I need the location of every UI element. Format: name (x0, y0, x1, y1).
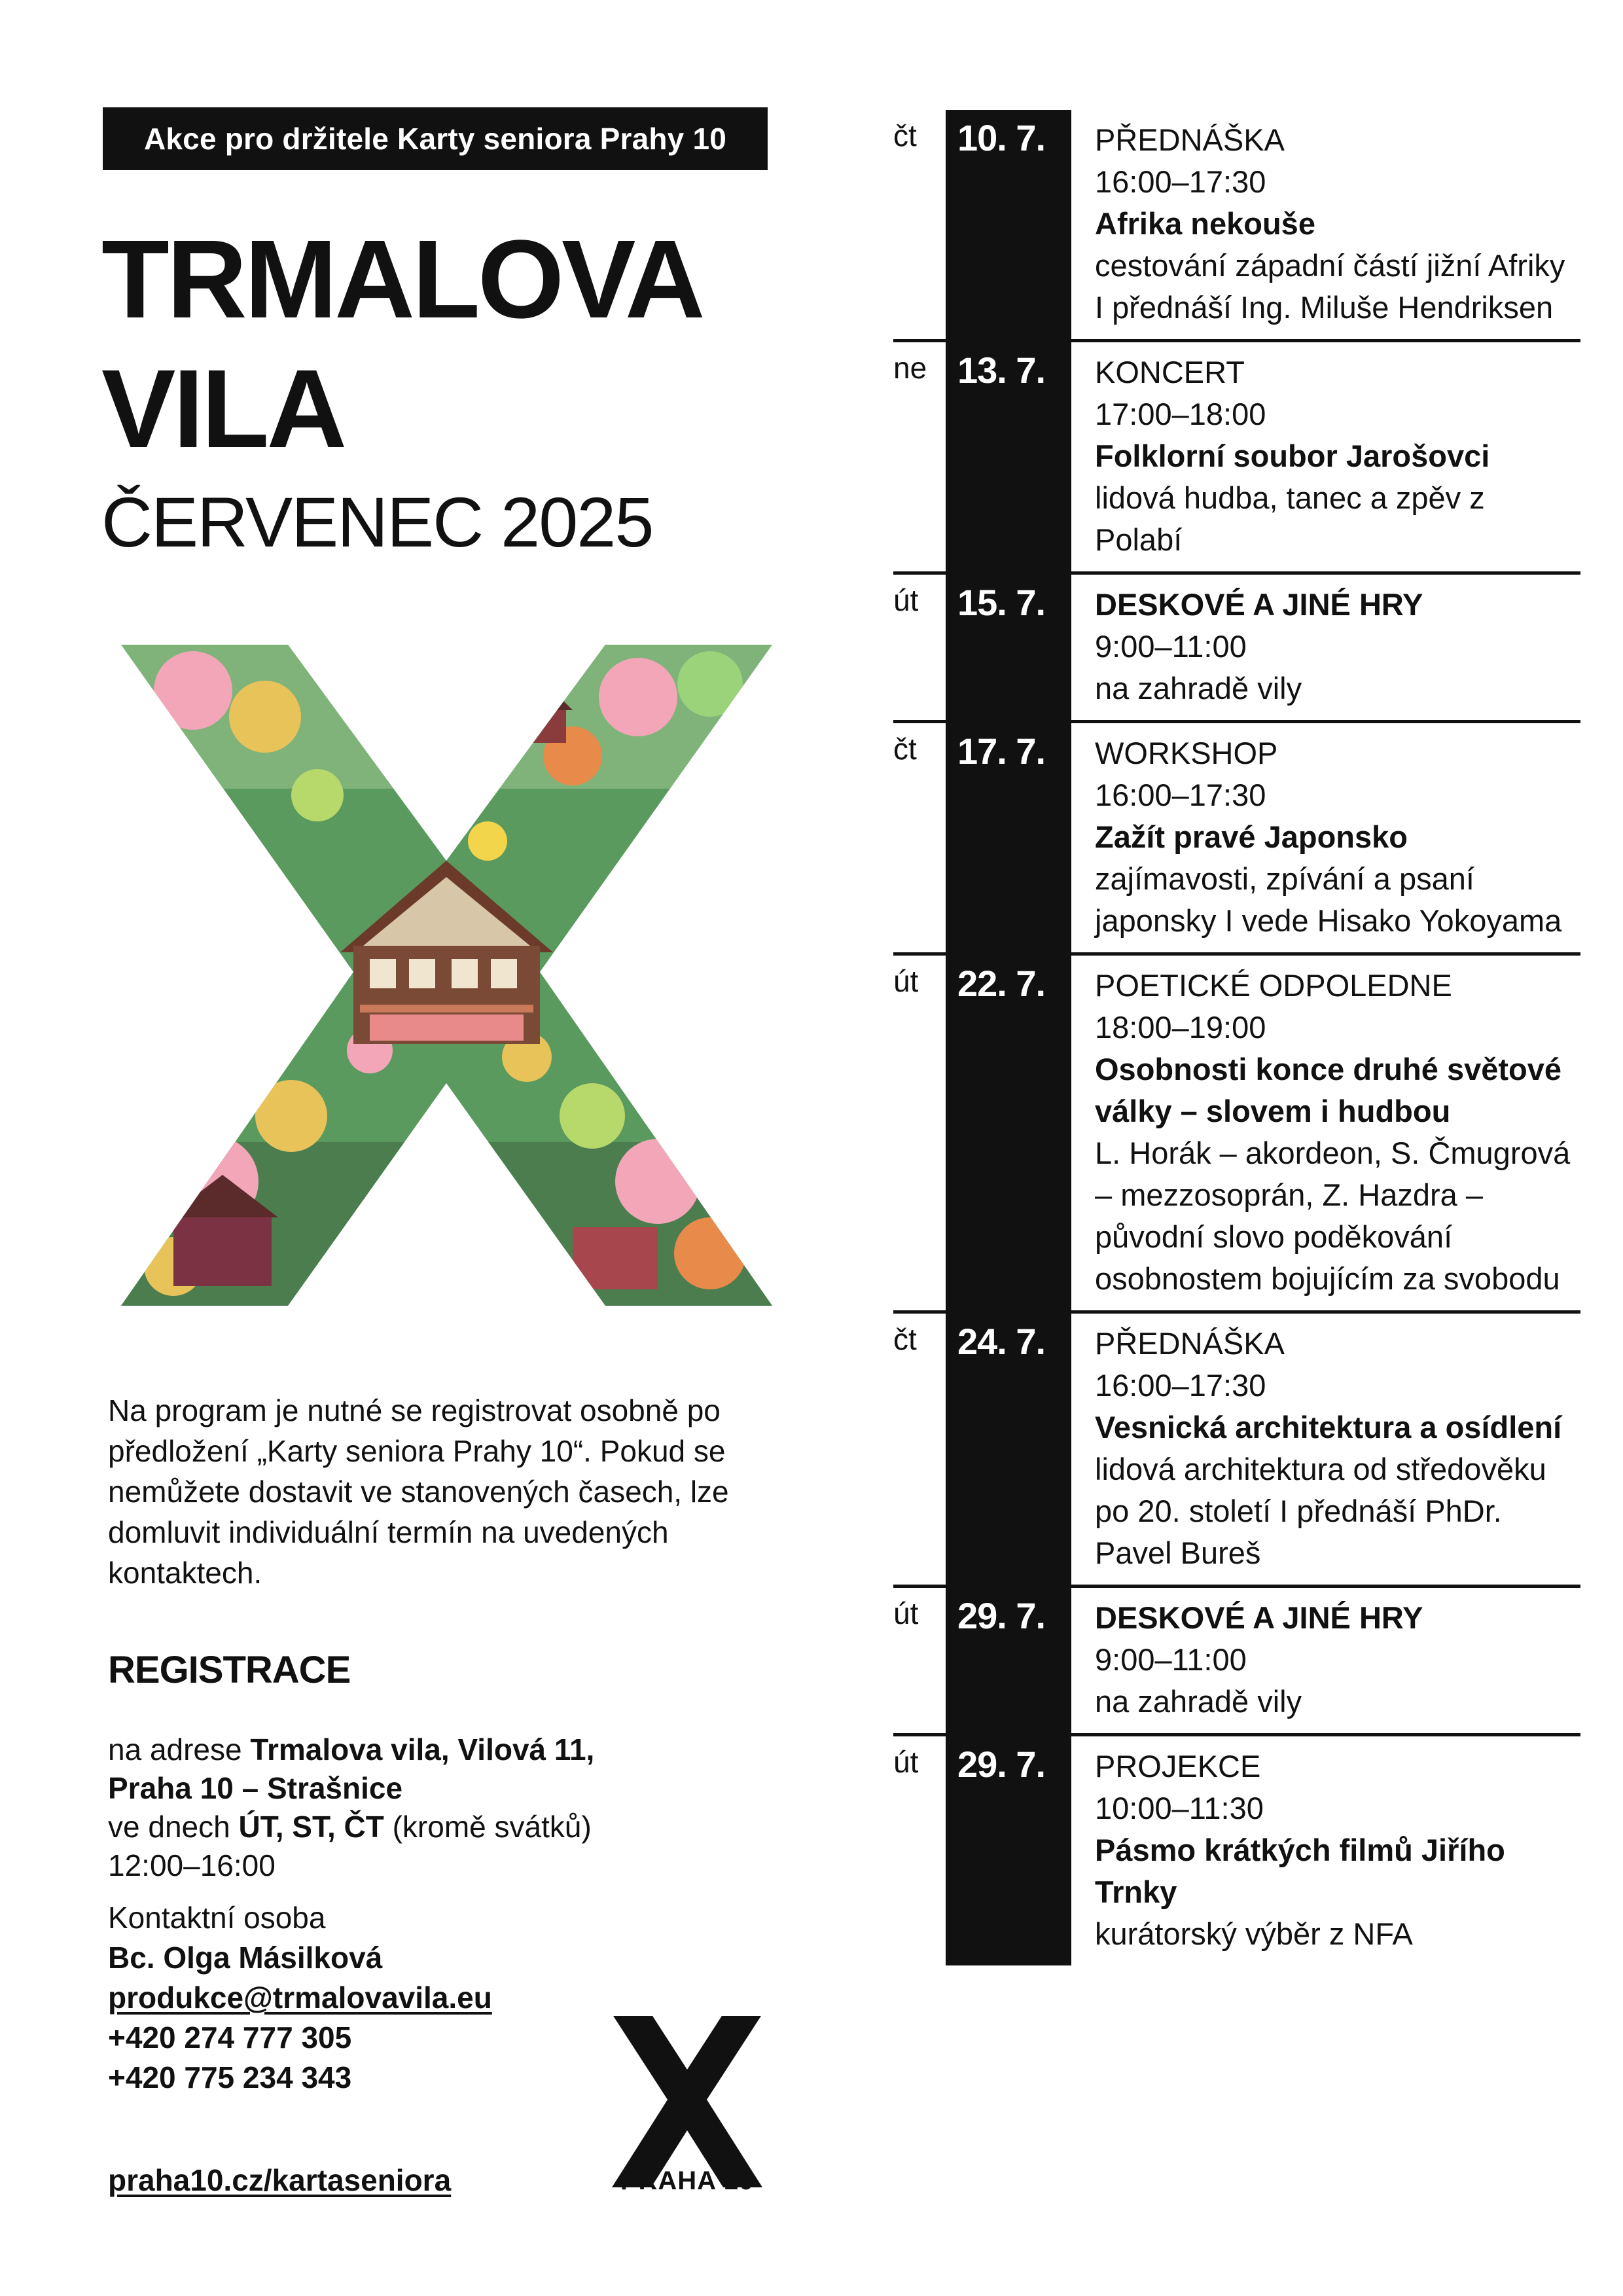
event-date: 29. 7. (946, 1736, 1071, 1965)
event-name: Pásmo krátkých filmů Jiřího Trnky (1095, 1833, 1505, 1909)
event-info (1071, 723, 1580, 952)
address-line-1: Trmalova vila, Vilová 11, (250, 1732, 595, 1767)
event-info (1071, 342, 1580, 571)
contact-email-link[interactable]: produkce@trmalovavila.eu (108, 1981, 492, 2015)
event-weekday: út (893, 583, 919, 617)
event-info (1071, 1314, 1580, 1585)
event-description: zajímavosti, zpívání a psaní japonsky I vede Hisako Yokoyama (1095, 861, 1562, 938)
event-time: 16:00–17:30 (1095, 1368, 1266, 1403)
event-name: Vesnická architektura a osídlení (1095, 1410, 1562, 1444)
event-description: na zahradě vily (1095, 671, 1302, 706)
address-prefix: na adrese (108, 1732, 251, 1767)
event-weekday: čt (893, 1322, 917, 1356)
event-row (893, 575, 1580, 723)
days-prefix: ve dnech (108, 1810, 239, 1844)
website-link[interactable]: praha10.cz/kartaseniora (108, 2163, 452, 2197)
event-type: PŘEDNÁŠKA (1095, 122, 1285, 157)
event-date: 15. 7. (946, 575, 1071, 720)
event-name: Osobnosti konce druhé světové války – slovem i hudbou (1095, 1052, 1562, 1128)
contact-label: Kontaktní osoba (108, 1901, 326, 1935)
event-weekday: čt (893, 732, 917, 766)
event-info (1071, 110, 1580, 339)
days-value: ÚT, ST, ČT (238, 1810, 384, 1844)
event-weekday: út (893, 1745, 919, 1779)
event-weekday: čt (893, 118, 917, 152)
event-type: WORKSHOP (1095, 736, 1278, 770)
event-date: 13. 7. (946, 342, 1071, 571)
month-subtitle: ČERVENEC 2025 (101, 482, 653, 562)
event-time: 9:00–11:00 (1095, 1642, 1247, 1677)
event-row (893, 1736, 1580, 1965)
event-name: Afrika nekouše (1095, 206, 1315, 241)
event-type: PROJEKCE (1095, 1749, 1261, 1784)
address-line-2: Praha 10 – Strašnice (108, 1771, 403, 1805)
event-info (1071, 1588, 1580, 1733)
event-time: 9:00–11:00 (1095, 629, 1247, 664)
registration-details (108, 1731, 762, 1885)
event-row (893, 1588, 1580, 1736)
contact-phone-2: +420 775 234 343 (108, 2060, 352, 2094)
event-description: cestování západní částí jižní Afriky I přednáší Ing. Miluše Hendriksen (1095, 248, 1565, 325)
event-description: L. Horák – akordeon, S. Čmugrová – mezzosoprán, Z. Hazdra – původní slovo poděkování osobnostem bojujícím za svobodu (1095, 1136, 1571, 1296)
registration-hours: 12:00–16:00 (108, 1848, 276, 1882)
event-date: 29. 7. (946, 1588, 1071, 1733)
event-description: lidová architektura od středověku po 20. století I přednáší PhDr. Pavel Bureš (1095, 1452, 1546, 1570)
event-date: 24. 7. (946, 1314, 1071, 1585)
event-row (893, 723, 1580, 956)
event-info (1071, 1736, 1580, 1965)
praha10-logo-text: PRAHA 10 (620, 2166, 755, 2195)
contact-name: Bc. Olga Másilková (108, 1941, 383, 1975)
event-date: 22. 7. (946, 956, 1071, 1310)
event-description: kurátorský výběr z NFA (1095, 1916, 1413, 1951)
registration-note: Na program je nutné se registrovat osobně po předložení „Karty seniora Prahy 10“. Pokud se nemůžete dostavit ve stanovených časech, lze domluvit individuální termín na uvedených kontaktech. (108, 1393, 729, 1590)
x-illustration (121, 645, 772, 1306)
event-type: PŘEDNÁŠKA (1095, 1326, 1285, 1361)
event-row (893, 1314, 1580, 1588)
contact-phone-1: +420 274 777 305 (108, 2020, 352, 2054)
event-weekday: út (893, 964, 919, 998)
event-type: DESKOVÉ A JINÉ HRY (1095, 587, 1423, 622)
event-weekday: út (893, 1596, 919, 1630)
event-row (893, 110, 1580, 342)
event-type: KONCERT (1095, 355, 1245, 389)
title-line-2: VILA (101, 347, 345, 471)
event-time: 16:00–17:30 (1095, 164, 1266, 199)
event-date: 10. 7. (946, 110, 1071, 339)
event-name: Zažít pravé Japonsko (1095, 819, 1408, 854)
registration-heading: REGISTRACE (108, 1649, 351, 1691)
title-line-1: TRMALOVA (101, 217, 703, 342)
event-time: 10:00–11:30 (1095, 1791, 1264, 1825)
event-description: na zahradě vily (1095, 1684, 1302, 1719)
event-date: 17. 7. (946, 723, 1071, 952)
days-suffix: (kromě svátků) (383, 1810, 592, 1844)
event-type: POETICKÉ ODPOLEDNE (1095, 968, 1452, 1003)
event-info (1071, 956, 1580, 1310)
audience-badge: Akce pro držitele Karty seniora Prahy 10 (103, 107, 768, 170)
event-info (1071, 575, 1580, 720)
page-title (101, 215, 703, 474)
event-type: DESKOVÉ A JINÉ HRY (1095, 1600, 1423, 1635)
event-description: lidová hudba, tanec a zpěv z Polabí (1095, 480, 1485, 557)
event-schedule (893, 110, 1580, 1965)
event-row (893, 956, 1580, 1314)
event-name: Folklorní soubor Jarošovci (1095, 439, 1490, 473)
event-row (893, 342, 1580, 575)
event-time: 18:00–19:00 (1095, 1010, 1266, 1045)
event-time: 16:00–17:30 (1095, 778, 1266, 812)
event-weekday: ne (893, 351, 927, 385)
event-time: 17:00–18:00 (1095, 397, 1266, 431)
